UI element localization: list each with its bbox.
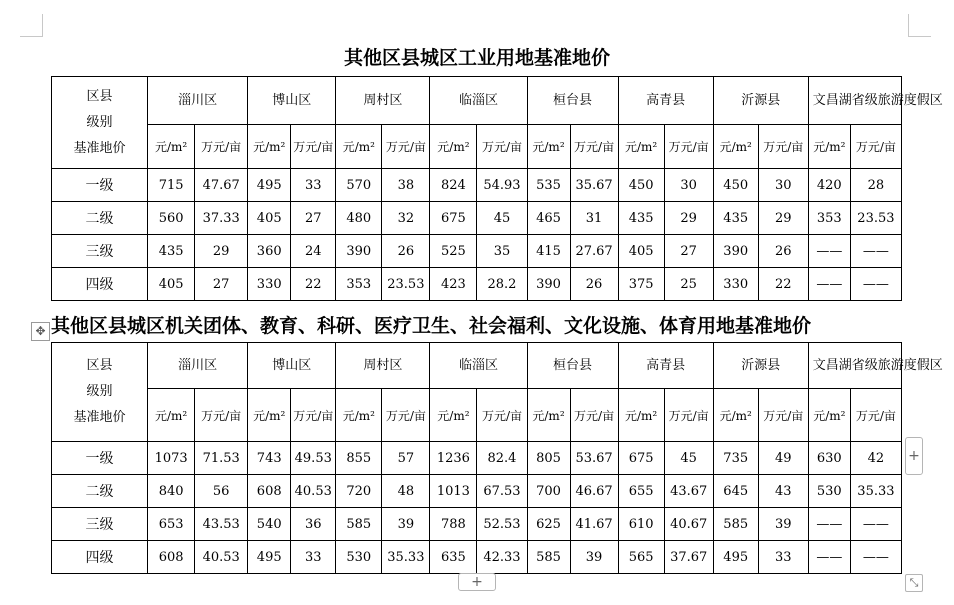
price-cell: 29	[195, 235, 248, 268]
unit-header-per-mu: 万元/亩	[477, 125, 527, 169]
price-cell: 40.67	[664, 508, 713, 541]
price-cell: 33	[758, 541, 808, 574]
price-cell: 26	[570, 268, 618, 301]
corner-label-0: 区县	[86, 358, 113, 373]
price-cell: 54.93	[477, 169, 527, 202]
price-cell: 43	[758, 475, 808, 508]
unit-header-per-mu: 万元/亩	[195, 125, 248, 169]
price-cell: 22	[758, 268, 808, 301]
price-cell: 585	[527, 541, 570, 574]
price-cell: 635	[430, 541, 477, 574]
price-cell: 37.67	[664, 541, 713, 574]
price-cell: 743	[248, 442, 291, 475]
price-cell: 530	[336, 541, 382, 574]
price-cell: 39	[570, 541, 618, 574]
price-cell: 35	[477, 235, 527, 268]
unit-header-per-m2: 元/m²	[248, 125, 291, 169]
price-cell: ——	[808, 508, 850, 541]
price-cell: 52.53	[477, 508, 527, 541]
unit-header-per-m2: 元/m²	[618, 125, 664, 169]
price-cell: 56	[195, 475, 248, 508]
price-cell: 27.67	[570, 235, 618, 268]
price-cell: 480	[336, 202, 382, 235]
price-cell: ——	[850, 268, 901, 301]
page-corner-mark-right	[908, 14, 931, 37]
table-row	[52, 268, 902, 301]
price-cell: 420	[808, 169, 850, 202]
table-row	[52, 442, 902, 475]
unit-header-per-m2: 元/m²	[148, 389, 195, 442]
price-cell: 45	[664, 442, 713, 475]
district-header: 文昌湖省级旅游度假区	[808, 343, 901, 389]
price-cell: 390	[713, 235, 758, 268]
price-cell: 495	[248, 541, 291, 574]
price-cell: ——	[850, 235, 901, 268]
price-cell: 645	[713, 475, 758, 508]
table-2-title: 其他区县城区机关团体、教育、科研、医疗卫生、社会福利、文化设施、体育用地基准地价	[51, 315, 812, 337]
unit-header-per-mu: 万元/亩	[850, 125, 901, 169]
district-header: 桓台县	[527, 343, 618, 389]
price-cell: 28	[850, 169, 901, 202]
corner-label-1: 级别	[86, 114, 113, 130]
table-row	[52, 169, 902, 202]
level-label: 三级	[52, 235, 148, 268]
level-label: 四级	[52, 541, 148, 574]
price-cell: 330	[713, 268, 758, 301]
price-cell: 47.67	[195, 169, 248, 202]
unit-header-per-m2: 元/m²	[713, 389, 758, 442]
level-label: 三级	[52, 508, 148, 541]
unit-header-per-m2: 元/m²	[808, 125, 850, 169]
corner-label-2: 基准地价	[73, 140, 126, 156]
price-cell: 495	[713, 541, 758, 574]
price-cell: ——	[808, 541, 850, 574]
price-cell: 33	[291, 541, 336, 574]
unit-header-per-mu: 万元/亩	[570, 389, 618, 442]
price-cell: ——	[850, 541, 901, 574]
level-label: 二级	[52, 202, 148, 235]
table-row	[52, 235, 902, 268]
unit-header-per-m2: 元/m²	[618, 389, 664, 442]
price-cell: 57	[382, 442, 430, 475]
price-cell: 29	[758, 202, 808, 235]
district-header: 周村区	[336, 77, 430, 125]
level-label: 一级	[52, 169, 148, 202]
price-cell: 71.53	[195, 442, 248, 475]
price-cell: 405	[618, 235, 664, 268]
unit-header-per-m2: 元/m²	[713, 125, 758, 169]
price-cell: 25	[664, 268, 713, 301]
price-cell: 675	[430, 202, 477, 235]
price-cell: 43.53	[195, 508, 248, 541]
unit-header-per-m2: 元/m²	[527, 389, 570, 442]
unit-header-per-mu: 万元/亩	[664, 125, 713, 169]
unit-header-per-m2: 元/m²	[336, 125, 382, 169]
price-cell: 24	[291, 235, 336, 268]
price-cell: 585	[713, 508, 758, 541]
table-industrial-land-price	[51, 76, 943, 301]
corner-label-0: 区县	[86, 88, 113, 104]
price-cell: 655	[618, 475, 664, 508]
price-cell: 30	[758, 169, 808, 202]
price-cell: 43.67	[664, 475, 713, 508]
corner-label-1: 级别	[86, 384, 113, 399]
level-label: 一级	[52, 442, 148, 475]
price-cell: 27	[664, 235, 713, 268]
price-cell: 405	[248, 202, 291, 235]
price-cell: 585	[336, 508, 382, 541]
district-header: 桓台县	[527, 77, 618, 125]
header-corner-cell	[52, 343, 148, 442]
price-cell: 31	[570, 202, 618, 235]
price-cell: 535	[527, 169, 570, 202]
table-1-title: 其他区县城区工业用地基准地价	[343, 47, 610, 69]
price-cell: 720	[336, 475, 382, 508]
price-cell: 40.53	[195, 541, 248, 574]
price-cell: 49.53	[291, 442, 336, 475]
price-cell: 405	[148, 268, 195, 301]
district-header: 博山区	[248, 343, 336, 389]
unit-header-per-mu: 万元/亩	[758, 389, 808, 442]
price-cell: 610	[618, 508, 664, 541]
price-cell: 23.53	[382, 268, 430, 301]
price-cell: 23.53	[850, 202, 901, 235]
price-cell: ——	[808, 235, 850, 268]
price-cell: 29	[664, 202, 713, 235]
unit-header-per-m2: 元/m²	[430, 125, 477, 169]
district-header: 临淄区	[430, 77, 527, 125]
price-cell: 675	[618, 442, 664, 475]
price-cell: 1073	[148, 442, 195, 475]
unit-header-per-mu: 万元/亩	[477, 389, 527, 442]
price-cell: 423	[430, 268, 477, 301]
price-cell: 608	[248, 475, 291, 508]
table-row	[52, 541, 902, 574]
level-label: 二级	[52, 475, 148, 508]
price-cell: 45	[477, 202, 527, 235]
district-header: 淄川区	[148, 77, 248, 125]
price-cell: 28.2	[477, 268, 527, 301]
table-row	[52, 202, 902, 235]
unit-header-per-mu: 万元/亩	[382, 389, 430, 442]
price-cell: 27	[291, 202, 336, 235]
add-column-button[interactable]: +	[905, 437, 923, 475]
price-cell: 375	[618, 268, 664, 301]
corner-label-2: 基准地价	[73, 410, 126, 425]
price-cell: 330	[248, 268, 291, 301]
price-cell: 630	[808, 442, 850, 475]
price-cell: 435	[618, 202, 664, 235]
unit-header-per-mu: 万元/亩	[570, 125, 618, 169]
price-cell: 35.33	[382, 541, 430, 574]
table-resize-handle-icon[interactable]: ⤡	[905, 574, 923, 592]
price-cell: 735	[713, 442, 758, 475]
price-cell: 415	[527, 235, 570, 268]
unit-header-per-m2: 元/m²	[336, 389, 382, 442]
price-cell: 82.4	[477, 442, 527, 475]
district-header: 临淄区	[430, 343, 527, 389]
price-cell: 53.67	[570, 442, 618, 475]
district-header: 文昌湖省级旅游度假区	[808, 77, 901, 125]
price-cell: 840	[148, 475, 195, 508]
add-row-button[interactable]: +	[458, 573, 496, 591]
price-cell: 48	[382, 475, 430, 508]
price-cell: 1236	[430, 442, 477, 475]
header-corner-cell	[52, 77, 148, 169]
unit-header-per-mu: 万元/亩	[664, 389, 713, 442]
price-cell: 435	[713, 202, 758, 235]
price-cell: 570	[336, 169, 382, 202]
level-label: 四级	[52, 268, 148, 301]
price-cell: 1013	[430, 475, 477, 508]
price-cell: 625	[527, 508, 570, 541]
unit-header-per-m2: 元/m²	[248, 389, 291, 442]
price-cell: 390	[527, 268, 570, 301]
table-row	[52, 475, 902, 508]
price-cell: 42.33	[477, 541, 527, 574]
unit-header-per-mu: 万元/亩	[195, 389, 248, 442]
price-cell: 46.67	[570, 475, 618, 508]
price-cell: ——	[808, 268, 850, 301]
price-cell: 450	[713, 169, 758, 202]
price-cell: 495	[248, 169, 291, 202]
price-cell: 353	[336, 268, 382, 301]
price-cell: 353	[808, 202, 850, 235]
district-header: 周村区	[336, 343, 430, 389]
price-cell: 22	[291, 268, 336, 301]
unit-header-per-m2: 元/m²	[148, 125, 195, 169]
district-header: 沂源县	[713, 343, 808, 389]
price-cell: 540	[248, 508, 291, 541]
table-public-land-price	[51, 342, 943, 574]
price-cell: 653	[148, 508, 195, 541]
price-cell: ——	[850, 508, 901, 541]
price-cell: 390	[336, 235, 382, 268]
price-cell: 26	[758, 235, 808, 268]
price-cell: 525	[430, 235, 477, 268]
price-cell: 30	[664, 169, 713, 202]
price-cell: 37.33	[195, 202, 248, 235]
price-cell: 788	[430, 508, 477, 541]
price-cell: 36	[291, 508, 336, 541]
unit-header-per-mu: 万元/亩	[291, 389, 336, 442]
district-header: 博山区	[248, 77, 336, 125]
price-cell: 35.67	[570, 169, 618, 202]
district-header: 高青县	[618, 77, 713, 125]
unit-header-per-mu: 万元/亩	[382, 125, 430, 169]
price-cell: 855	[336, 442, 382, 475]
price-cell: 715	[148, 169, 195, 202]
table-row	[52, 508, 902, 541]
price-cell: 608	[148, 541, 195, 574]
price-cell: 824	[430, 169, 477, 202]
price-cell: 49	[758, 442, 808, 475]
price-cell: 39	[382, 508, 430, 541]
price-cell: 465	[527, 202, 570, 235]
price-cell: 40.53	[291, 475, 336, 508]
price-cell: 35.33	[850, 475, 901, 508]
price-cell: 42	[850, 442, 901, 475]
unit-header-per-mu: 万元/亩	[758, 125, 808, 169]
unit-header-per-m2: 元/m²	[808, 389, 850, 442]
unit-header-per-m2: 元/m²	[430, 389, 477, 442]
price-cell: 450	[618, 169, 664, 202]
page-corner-mark-left	[20, 14, 43, 37]
price-cell: 32	[382, 202, 430, 235]
price-cell: 805	[527, 442, 570, 475]
price-cell: 565	[618, 541, 664, 574]
price-cell: 360	[248, 235, 291, 268]
price-cell: 38	[382, 169, 430, 202]
unit-header-per-m2: 元/m²	[527, 125, 570, 169]
price-cell: 39	[758, 508, 808, 541]
unit-header-per-mu: 万元/亩	[850, 389, 901, 442]
price-cell: 27	[195, 268, 248, 301]
table-move-handle-icon[interactable]: ✥	[31, 322, 50, 341]
price-cell: 700	[527, 475, 570, 508]
district-header: 沂源县	[713, 77, 808, 125]
price-cell: 560	[148, 202, 195, 235]
price-cell: 530	[808, 475, 850, 508]
unit-header-per-mu: 万元/亩	[291, 125, 336, 169]
price-cell: 435	[148, 235, 195, 268]
price-cell: 33	[291, 169, 336, 202]
price-cell: 26	[382, 235, 430, 268]
district-header: 淄川区	[148, 343, 248, 389]
district-header: 高青县	[618, 343, 713, 389]
price-cell: 41.67	[570, 508, 618, 541]
price-cell: 67.53	[477, 475, 527, 508]
